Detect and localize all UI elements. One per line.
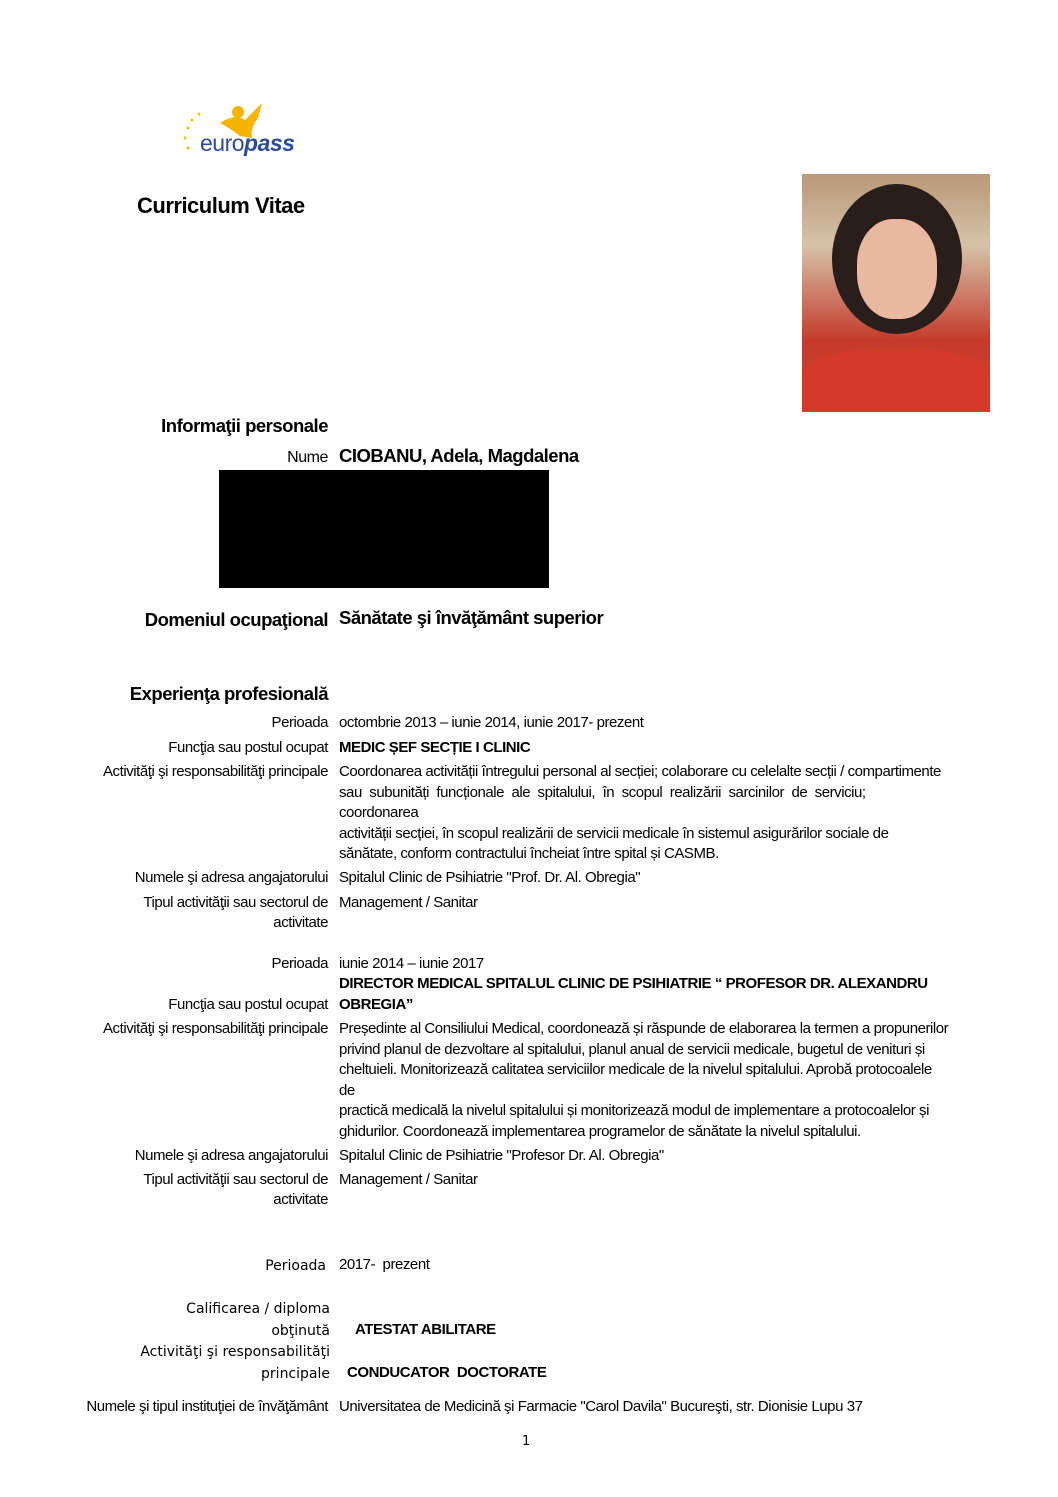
activities-value bbox=[339, 1019, 979, 1142]
domain-label: Domeniul ocupaţional bbox=[144, 609, 328, 630]
text-line: Tipul activităţii sau sectorul de bbox=[143, 1171, 328, 1188]
employer-value: Spitalul Clinic de Psihiatrie "Profesor Dr. Al. Obregia" bbox=[339, 1147, 664, 1164]
logo-text-euro: euro bbox=[200, 130, 245, 156]
logo-text-pass: pass bbox=[244, 130, 295, 156]
text-line: Activităţi şi responsabilităţi bbox=[140, 1344, 330, 1360]
text-line: Președinte al Consiliului Medical, coordonează și răspunde de elaborarea la termen a propunerilor bbox=[339, 1020, 949, 1037]
period-value: iunie 2014 – iunie 2017 bbox=[339, 955, 484, 972]
redacted-block bbox=[219, 470, 549, 588]
sector-value: Management / Sanitar bbox=[339, 894, 478, 911]
document-title: Curriculum Vitae bbox=[137, 193, 305, 218]
text-line: OBREGIA” bbox=[339, 995, 413, 1013]
period-label: Perioada bbox=[271, 714, 328, 731]
text-line: Calificarea / diploma bbox=[186, 1301, 330, 1317]
text-line: DIRECTOR MEDICAL SPITALUL CLINIC DE PSIHIATRIE “ PROFESOR DR. ALEXANDRU bbox=[339, 975, 928, 992]
activities-value bbox=[339, 762, 979, 865]
sector-label bbox=[143, 893, 328, 933]
position-value bbox=[339, 974, 979, 1015]
responsibilities-value: CONDUCATOR DOCTORATE bbox=[347, 1364, 547, 1381]
profile-photo bbox=[802, 174, 990, 412]
sector-value: Management / Sanitar bbox=[339, 1171, 478, 1188]
position-label: Funcţia sau postul ocupat bbox=[168, 996, 328, 1013]
text-line: coordonarea bbox=[339, 804, 419, 821]
employer-value: Spitalul Clinic de Psihiatrie "Prof. Dr. Al. Obregia" bbox=[339, 869, 641, 886]
text-line: principale bbox=[261, 1366, 330, 1382]
text-line: ghidurilor. Coordonează implementarea programelor de sănătate la nivelul spitalului. bbox=[339, 1122, 861, 1140]
activities-label: Activităţi şi responsabilităţi principale bbox=[103, 1020, 328, 1037]
text-line: privind planul de dezvoltare al spitalului, planul anual de servicii medicale, bugetul de venituri și bbox=[339, 1040, 925, 1058]
domain-value: Sănătate şi învăţământ superior bbox=[339, 607, 604, 628]
employer-label: Numele şi adresa angajatorului bbox=[134, 869, 328, 886]
text-line: activitate bbox=[273, 914, 328, 931]
responsibilities-label bbox=[140, 1341, 330, 1385]
institution-label: Numele şi tipul instituţiei de învăţământ bbox=[86, 1398, 328, 1415]
period-label: Perioada bbox=[271, 955, 328, 972]
period-value: octombrie 2013 – iunie 2014, iunie 2017- prezent bbox=[339, 714, 644, 731]
page-number: 1 bbox=[522, 1434, 531, 1449]
text-line: Coordonarea activității întregului personal al secției; colaborare cu celelalte secții / compartimente bbox=[339, 763, 941, 780]
sector-label bbox=[143, 1170, 328, 1210]
employer-label: Numele şi adresa angajatorului bbox=[134, 1147, 328, 1164]
activities-label: Activităţi şi responsabilităţi principale bbox=[103, 763, 328, 780]
text-line: Tipul activităţii sau sectorul de bbox=[143, 894, 328, 911]
text-line: de bbox=[339, 1081, 355, 1099]
text-line: obţinută bbox=[271, 1323, 330, 1339]
period-value: 2017- prezent bbox=[339, 1256, 430, 1273]
text-line: activitate bbox=[273, 1191, 328, 1208]
text-line: sănătate, conform contractului încheiat între spital și CASMB. bbox=[339, 845, 719, 862]
position-label: Funcţia sau postul ocupat bbox=[168, 739, 328, 756]
name-label: Nume bbox=[287, 449, 328, 466]
text-line: practică medicală la nivelul spitalului și monitorizează modul de implementare a protocoalelor și bbox=[339, 1102, 929, 1119]
section-experience: Experienţa profesională bbox=[129, 683, 328, 704]
text-line: activității secției, în scopul realizării de servicii medicale în sistemul asigurărilor sociale de bbox=[339, 824, 889, 842]
institution-value: Universitatea de Medicină şi Farmacie "Carol Davila" Bucureşti, str. Dionisie Lupu 37 bbox=[339, 1398, 863, 1415]
qualification-label bbox=[186, 1298, 330, 1342]
text-line: cheltuieli. Monitorizează calitatea serviciilor medicale de la nivelul spitalului. Aprobă protocoalele bbox=[339, 1061, 932, 1078]
position-value: MEDIC ȘEF SECȚIE I CLINIC bbox=[339, 739, 531, 756]
name-value: CIOBANU, Adela, Magdalena bbox=[339, 445, 579, 466]
europass-logo bbox=[180, 98, 305, 163]
text-line: sau subunități funcționale ale spitalului, în scopul realizării sarcinilor de serviciu; bbox=[339, 783, 866, 801]
qualification-value: ATESTAT ABILITARE bbox=[355, 1321, 496, 1338]
period-label: Perioada bbox=[265, 1258, 326, 1274]
section-personal-info: Informaţii personale bbox=[161, 415, 328, 436]
